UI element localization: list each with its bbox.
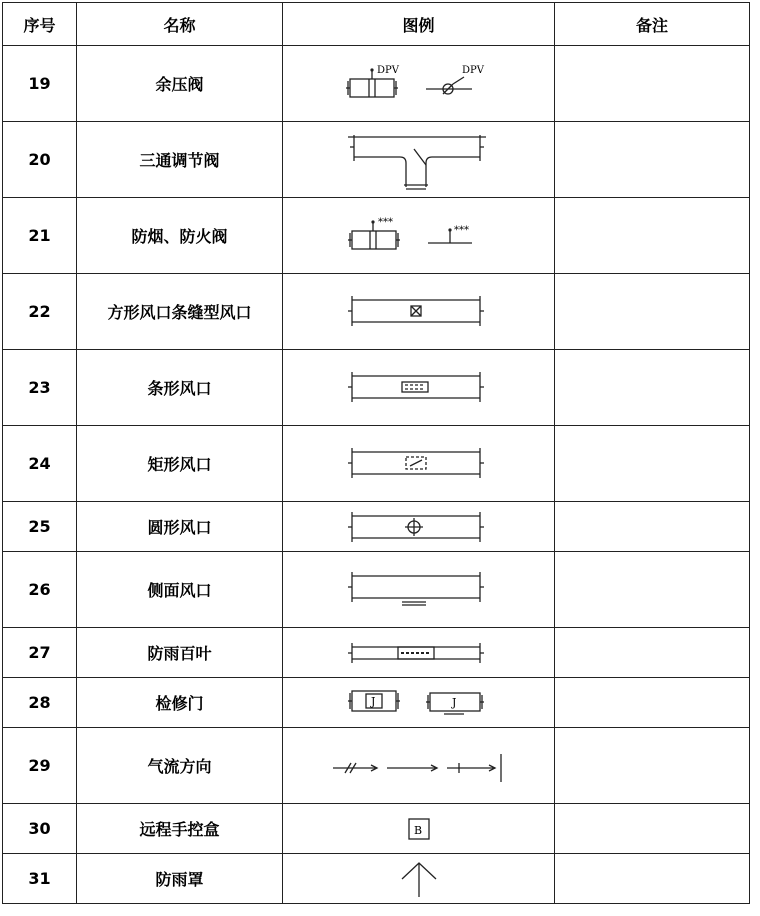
row-index: 28 [3,678,77,728]
row-remark [555,122,750,198]
table-row [3,122,750,198]
row-name: 三通调节阀 [77,122,283,198]
row-remark [555,502,750,552]
row-remark [555,628,750,678]
row-index: 21 [3,198,77,274]
header-row [3,3,750,46]
row-index: 20 [3,122,77,198]
row-remark [555,198,750,274]
row-name: 防雨罩 [77,854,283,904]
header-name: 名称 [77,3,283,46]
table-row [3,804,750,854]
access-door-label: J [370,694,375,708]
row-name: 余压阀 [77,46,283,122]
table-row [3,46,750,122]
row-remark [555,728,750,804]
row-index: 26 [3,552,77,628]
row-index: 24 [3,426,77,502]
rain-hood-icon [394,857,444,901]
square-slot-diffuser-icon [344,290,494,334]
remote-box-label: B [413,823,422,837]
row-name: 防烟、防火阀 [77,198,283,274]
row-name: 检修门 [77,678,283,728]
row-index: 30 [3,804,77,854]
row-remark [555,804,750,854]
table-row [3,502,750,552]
pressure-relief-valve-icon [344,59,494,109]
airflow-direction-icon [329,746,509,786]
row-remark [555,552,750,628]
table-row [3,678,750,728]
three-way-damper-icon [344,127,494,193]
row-remark [555,350,750,426]
row-index: 19 [3,46,77,122]
rain-louver-icon [344,638,494,668]
header-legend: 图例 [283,3,555,46]
row-index: 25 [3,502,77,552]
access-door-label: J [451,695,456,709]
table-row [3,426,750,502]
smoke-fire-damper-icon [344,211,494,261]
remote-control-box-icon [399,812,439,846]
dpv-label: DPV [461,64,484,76]
row-name: 圆形风口 [77,502,283,552]
table-row [3,274,750,350]
row-remark [555,46,750,122]
side-grille-icon [344,566,494,614]
row-index: 29 [3,728,77,804]
header-index: 序号 [3,3,77,46]
fire-damper-label: *** [453,224,469,236]
row-name: 方形风口条缝型风口 [77,274,283,350]
table-row [3,728,750,804]
row-remark [555,854,750,904]
table-row [3,198,750,274]
fire-damper-label: *** [377,216,393,228]
row-name: 条形风口 [77,350,283,426]
round-diffuser-icon [344,509,494,545]
row-name: 矩形风口 [77,426,283,502]
row-name: 气流方向 [77,728,283,804]
table-row [3,854,750,904]
row-remark [555,426,750,502]
linear-grille-icon [344,366,494,410]
row-name: 防雨百叶 [77,628,283,678]
table-row [3,350,750,426]
dpv-label: DPV [376,64,399,76]
table-row [3,552,750,628]
row-index: 27 [3,628,77,678]
rectangular-grille-icon [344,442,494,486]
table-row [3,628,750,678]
row-remark [555,678,750,728]
row-name: 远程手控盒 [77,804,283,854]
row-index: 31 [3,854,77,904]
row-name: 侧面风口 [77,552,283,628]
legend-table [2,2,750,904]
header-remark: 备注 [555,3,750,46]
access-door-icon [344,683,494,723]
row-index: 23 [3,350,77,426]
row-remark [555,274,750,350]
row-index: 22 [3,274,77,350]
